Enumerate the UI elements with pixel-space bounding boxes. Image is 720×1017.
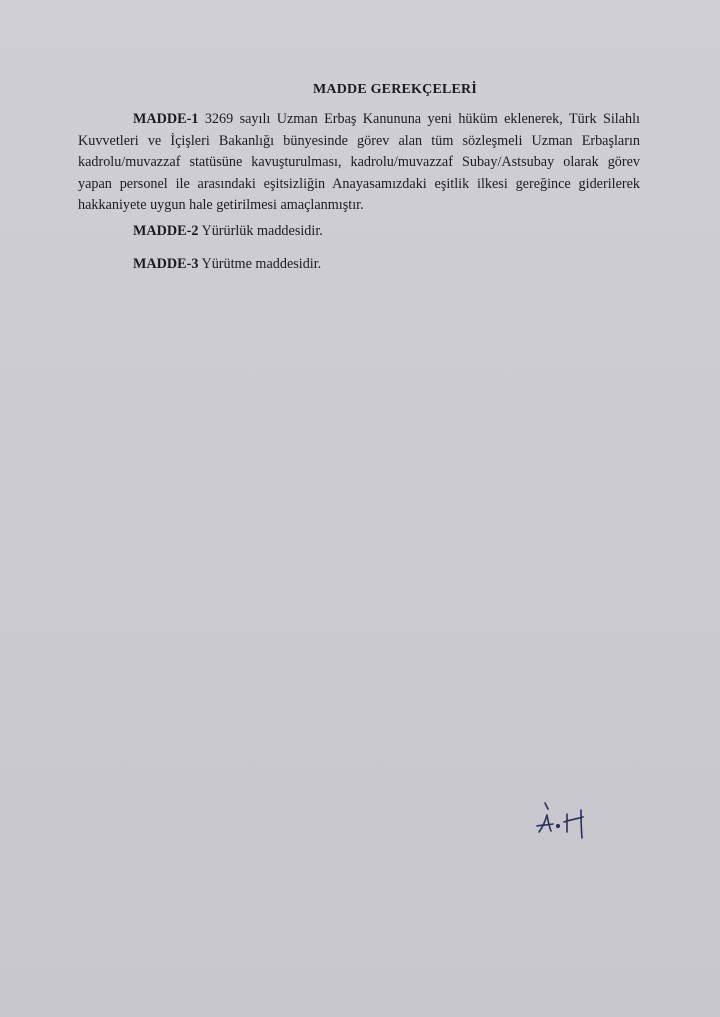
clause-2-text: Yürürlük maddesidir. [198,223,323,239]
handwritten-signature [533,798,603,843]
clause-2-label: MADDE-2 [133,223,199,239]
clause-2 [133,221,323,241]
clause-3-label: MADDE-3 [133,256,199,272]
clause-1-text: 3269 sayılı Uzman Erbaş Kanununa yeni hüküm eklenerek, Türk Silahlı Kuvvetleri ve İçişleri Bakanlığı bünyesinde görev alan tüm sözleşmeli Uzman Erbaşların kadrolu/muvazzaf statüsüne kavuşturulması, kadrolu/muvazzaf Subay/Astsubay olarak görev yapan personel ile arasındaki eşitsizliğin Anayasamızdaki eşitlik ilkesi gereğince giderilerek hakkaniyete uygun hale getirilmesi amaçlanmıştır. [78,111,640,213]
clause-3-text: Yürütme maddesidir. [198,256,322,272]
clause-1 [78,109,640,217]
clause-1-label: MADDE-1 [133,111,199,127]
clause-3 [133,254,321,274]
document-title: MADDE GEREKÇELERİ [312,82,478,97]
